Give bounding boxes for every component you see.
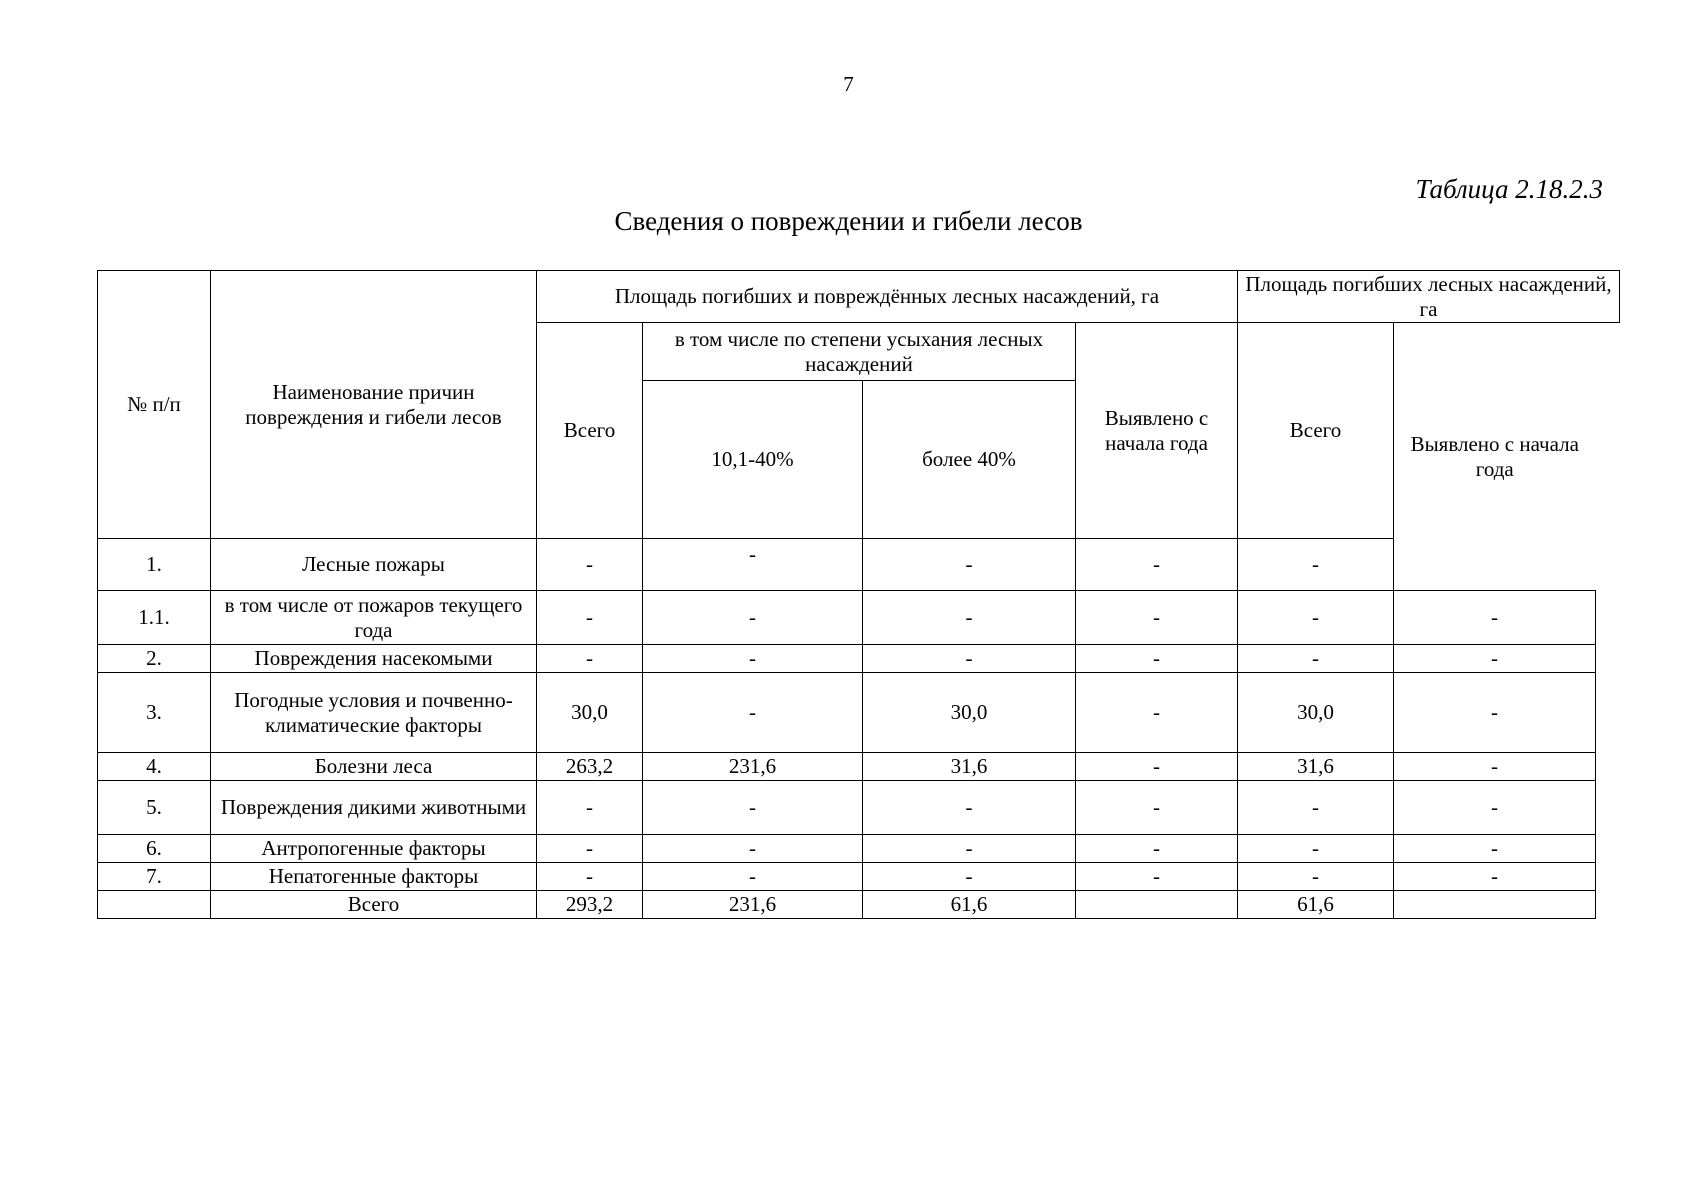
header-subgroup-drying: в том числе по степени усыхания лесных насаждений xyxy=(643,323,1076,381)
cell: - xyxy=(863,781,1076,835)
header-total: Всего xyxy=(537,323,643,539)
cell: - xyxy=(1238,863,1394,891)
document-title: Сведения о повреждении и гибели лесов xyxy=(614,206,1083,236)
row-name: Антропогенные факторы xyxy=(211,835,537,863)
cell: - xyxy=(1076,753,1238,781)
cell: - xyxy=(1238,645,1394,673)
cell xyxy=(1394,891,1596,919)
cell: - xyxy=(643,645,863,673)
header-num: № п/п xyxy=(98,271,211,539)
header-dead-total: Всего xyxy=(1238,323,1394,539)
cell: - xyxy=(537,539,643,591)
cell: - xyxy=(1076,539,1238,591)
cell: - xyxy=(1394,781,1596,835)
cell: - xyxy=(863,645,1076,673)
cell: - xyxy=(643,539,863,591)
cell: 30,0 xyxy=(1238,673,1394,753)
cell: - xyxy=(643,781,863,835)
cell: - xyxy=(1076,673,1238,753)
table-row xyxy=(98,591,1620,645)
cell: 231,6 xyxy=(643,753,863,781)
table-row xyxy=(98,835,1620,863)
row-num: 2. xyxy=(98,645,211,673)
table-row xyxy=(98,645,1620,673)
cell: - xyxy=(863,863,1076,891)
cell: - xyxy=(863,591,1076,645)
cell: - xyxy=(1076,863,1238,891)
cell: - xyxy=(1394,863,1596,891)
row-num: 5. xyxy=(98,781,211,835)
cell: - xyxy=(1238,591,1394,645)
cell: - xyxy=(1394,835,1596,863)
row-name: Повреждения насекомыми xyxy=(211,645,537,673)
cell: - xyxy=(1076,781,1238,835)
cell: - xyxy=(643,835,863,863)
cell: - xyxy=(537,863,643,891)
row-num: 4. xyxy=(98,753,211,781)
header-range-over-40: более 40% xyxy=(863,381,1076,539)
row-name: Лесные пожары xyxy=(211,539,537,591)
cell: 31,6 xyxy=(863,753,1076,781)
row-name: Всего xyxy=(211,891,537,919)
cell: - xyxy=(1076,835,1238,863)
cell: 231,6 xyxy=(643,891,863,919)
total-row xyxy=(98,891,1620,919)
table-row xyxy=(98,781,1620,835)
cell: 30,0 xyxy=(537,673,643,753)
table-row xyxy=(98,673,1620,753)
table-row xyxy=(98,753,1620,781)
row-num: 1.1. xyxy=(98,591,211,645)
forest-damage-table xyxy=(97,270,1620,919)
table-id: Таблица 2.18.2.3 xyxy=(1415,174,1603,204)
row-num xyxy=(98,891,211,919)
cell: - xyxy=(643,673,863,753)
header-group-damaged: Площадь погибших и повреждённых лесных насаждений, га xyxy=(537,271,1238,323)
row-num: 6. xyxy=(98,835,211,863)
page-number: 7 xyxy=(843,72,854,96)
row-name: Болезни леса xyxy=(211,753,537,781)
cell xyxy=(1076,891,1238,919)
cell: - xyxy=(1238,539,1394,591)
cell: - xyxy=(863,539,1076,591)
cell: 31,6 xyxy=(1238,753,1394,781)
row-num: 1. xyxy=(98,539,211,591)
cell: - xyxy=(1076,645,1238,673)
header-dead-found-since-start: Выявлено с начала года xyxy=(1394,323,1596,591)
cell: - xyxy=(537,835,643,863)
header-group-dead: Площадь погибших лесных насаждений, га xyxy=(1238,271,1620,323)
cell: - xyxy=(1394,673,1596,753)
cell: 61,6 xyxy=(1238,891,1394,919)
cell: - xyxy=(1394,591,1596,645)
cell: - xyxy=(1238,835,1394,863)
header-name: Наименование причин повреждения и гибели лесов xyxy=(211,271,537,539)
cell: - xyxy=(863,835,1076,863)
cell: - xyxy=(537,781,643,835)
header-range-10-40: 10,1-40% xyxy=(643,381,863,539)
table-row xyxy=(98,863,1620,891)
cell: - xyxy=(643,863,863,891)
header-found-since-start: Выявлено с начала года xyxy=(1076,323,1238,539)
row-name: Повреждения дикими животными xyxy=(211,781,537,835)
cell: - xyxy=(537,645,643,673)
cell: 263,2 xyxy=(537,753,643,781)
cell: - xyxy=(1394,753,1596,781)
cell: - xyxy=(537,591,643,645)
cell: 61,6 xyxy=(863,891,1076,919)
cell: - xyxy=(643,591,863,645)
row-num: 3. xyxy=(98,673,211,753)
cell: - xyxy=(1394,645,1596,673)
cell: 30,0 xyxy=(863,673,1076,753)
row-name: Погодные условия и почвенно-климатические факторы xyxy=(211,673,537,753)
row-name: в том числе от пожаров текущего года xyxy=(211,591,537,645)
cell: - xyxy=(1076,591,1238,645)
cell: 293,2 xyxy=(537,891,643,919)
row-num: 7. xyxy=(98,863,211,891)
row-name: Непатогенные факторы xyxy=(211,863,537,891)
cell: - xyxy=(1238,781,1394,835)
table-row xyxy=(98,539,1620,591)
